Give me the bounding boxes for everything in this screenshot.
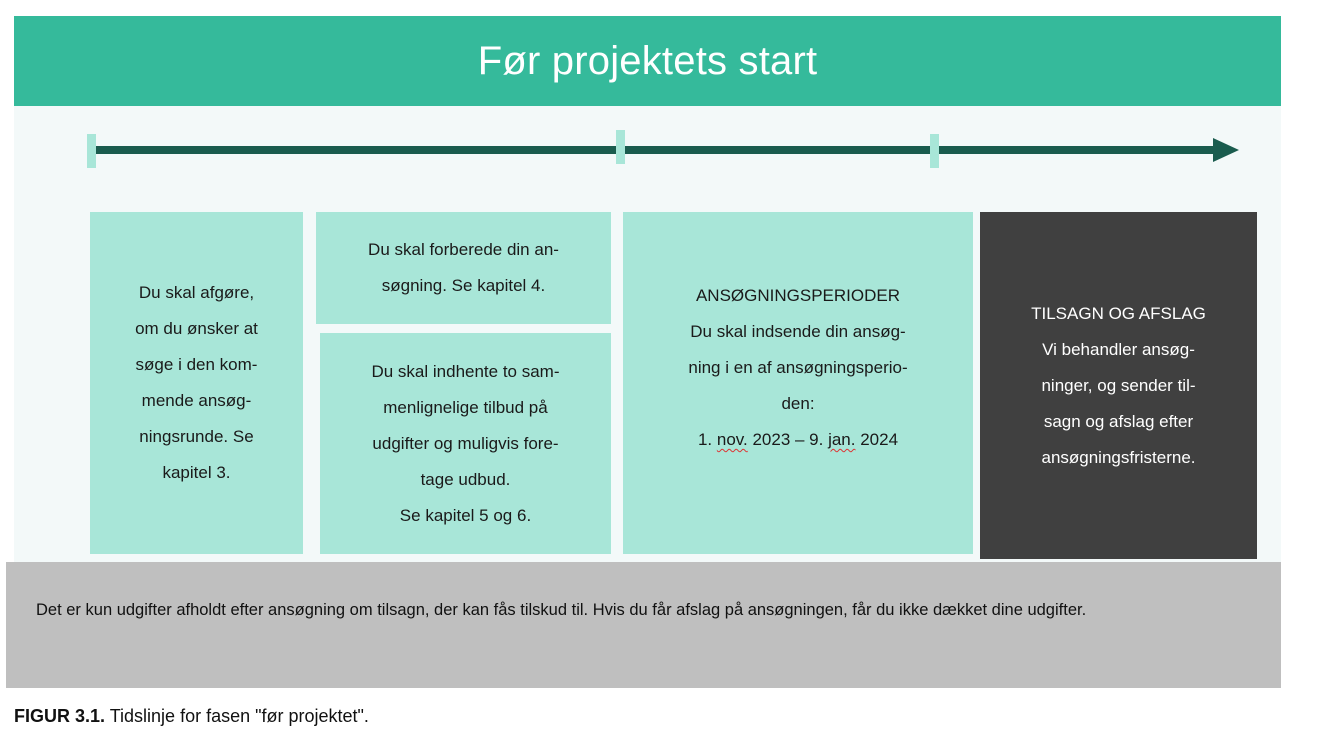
box-text-line: Du skal indsende din ansøg-: [690, 322, 906, 341]
box-text-line: udgifter og muligvis fore-: [372, 433, 559, 453]
timeline-tick-late: [930, 134, 939, 168]
box-heading: ANSØGNINGSPERIODER: [695, 286, 901, 305]
box-text-line: Du skal indhente to sam-: [371, 361, 560, 381]
caption-text: Tidslinje for fasen "før projektet".: [105, 706, 369, 726]
date-prefix: 1.: [697, 430, 717, 449]
expense-note: [6, 562, 1281, 688]
box-text-line: søgning. Se kapitel 4.: [381, 276, 546, 295]
date-mid: 2023 – 9.: [747, 430, 829, 449]
step-quotes-box: [320, 333, 611, 554]
period-dates: [688, 422, 907, 458]
diagram-header: [14, 16, 1281, 106]
box-text-line: Du skal forberede din an-: [368, 240, 559, 259]
box-text-line: ansøgningsfristerne.: [1041, 447, 1196, 467]
box-text-line: ning i en af ansøgningsperio-: [688, 358, 908, 377]
step-prepare-box: [316, 212, 611, 324]
figure-caption: [14, 706, 369, 727]
box-text-line: Du skal afgøre,: [138, 283, 255, 302]
box-text-line: om du ønsker at: [135, 319, 258, 338]
box-text-line: kapitel 3.: [162, 463, 231, 482]
timeline-tick-mid: [616, 130, 625, 164]
box-text-line: ninger, og sender til-: [1041, 375, 1196, 395]
box-heading: TILSAGN OG AFSLAG: [1031, 303, 1206, 323]
box-text-line: tage udbud.: [420, 469, 511, 489]
spellcheck-word: jan.: [828, 430, 856, 449]
box-text-line: den:: [781, 394, 815, 413]
box-text-line: Vi behandler ansøg-: [1042, 339, 1195, 359]
caption-label: FIGUR 3.1.: [14, 706, 106, 726]
box-text-line: ningsrunde. Se: [139, 427, 254, 446]
timeline-line: [96, 146, 1216, 154]
diagram-title: Før projektets start: [477, 38, 818, 83]
spellcheck-word: nov.: [716, 430, 748, 449]
note-text: Det er kun udgifter afholdt efter ansøgning om tilsagn, der kan fås tilskud til. Hvis du får afslag på ansøgningen, får du ikke dækket dine udgifter.: [36, 601, 1087, 619]
box-text-line: mende ansøg-: [141, 391, 252, 410]
arrow-right-icon: [1213, 138, 1239, 162]
step-decision-box: [980, 212, 1257, 559]
step-periods-box: [623, 212, 973, 554]
date-suffix: 2024: [855, 430, 899, 449]
box-text-line: søge i den kom-: [135, 355, 258, 374]
box-text-line: Se kapitel 5 og 6.: [399, 505, 532, 525]
timeline-tick-start: [87, 134, 96, 168]
box-text-line: menlignelige tilbud på: [383, 397, 548, 417]
box-text-line: sagn og afslag efter: [1043, 411, 1194, 431]
step-decide-box: [90, 212, 303, 554]
